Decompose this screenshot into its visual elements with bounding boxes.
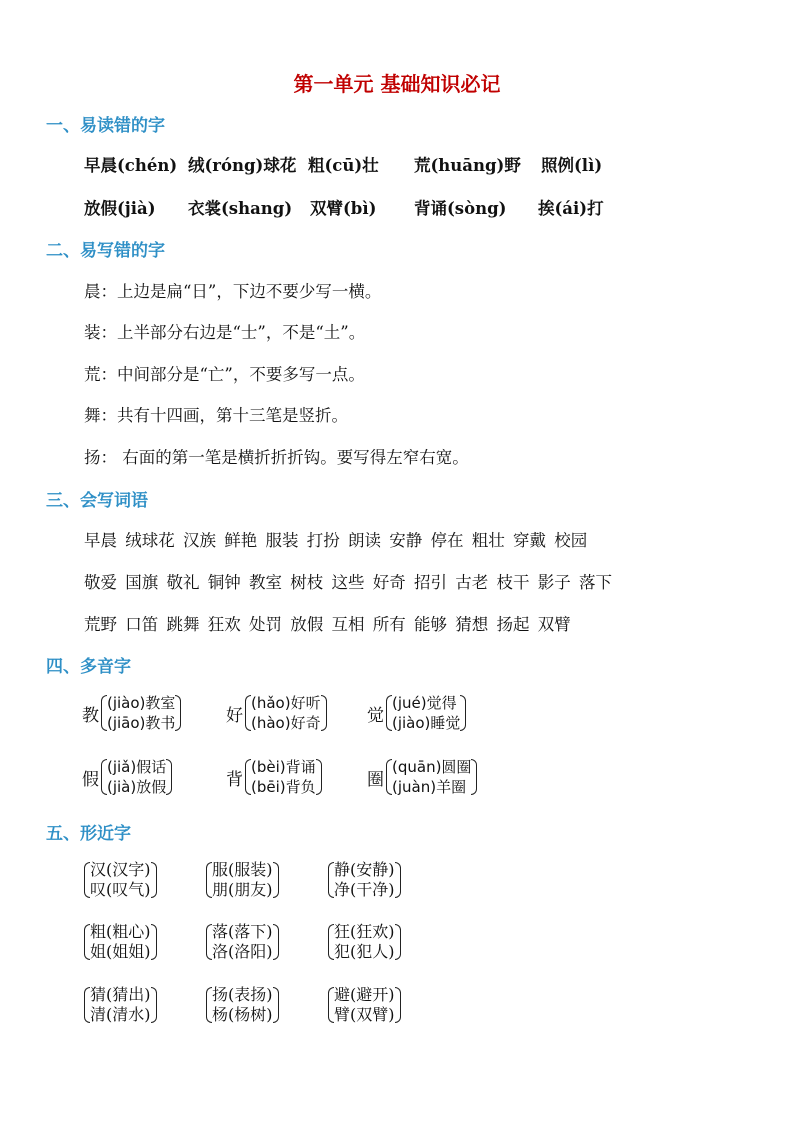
similar-char-item: 清(清水) [90,1005,151,1024]
polyphone-reading: (jiǎ)假话 [107,758,167,776]
similar-char-item: 洛(洛阳) [212,942,273,961]
write-note: 晨：上边是扁“日”，下边不要少写一横。 [84,282,382,301]
polyphone-char: 背 [226,769,243,790]
similar-char-group [328,860,401,900]
polyphone-group [367,693,466,733]
write-note: 舞：共有十四画，第十三笔是竖折。 [84,406,348,425]
right-brace [395,987,401,1023]
word-row: 荒野 口笛 跳舞 狂欢 处罚 放假 互相 所有 能够 猜想 扬起 双臂 [84,615,571,634]
polyphone-reading: (jiāo)教书 [107,714,176,732]
section-heading-4: 四、多音字 [46,657,131,677]
pinyin-word: 粗(cū)壮 [308,156,379,175]
similar-char-group [84,922,157,962]
word-row: 早晨 绒球花 汉族 鲜艳 服装 打扮 朗读 安静 停在 粗壮 穿戴 校园 [84,531,588,550]
similar-char-item: 狂(狂欢) [334,922,395,941]
polyphone-char: 觉 [367,705,384,726]
right-brace [151,987,157,1023]
polyphone-reading: (hǎo)好听 [251,694,321,712]
right-brace [273,924,279,960]
similar-char-group [328,922,401,962]
similar-char-item: 净(干净) [334,880,395,899]
right-brace [166,759,172,795]
write-note: 装：上半部分右边是“士”，不是“土”。 [84,323,366,342]
right-brace [175,695,181,731]
pinyin-word: 衣裳(shang) [188,199,293,218]
right-brace [460,695,466,731]
polyphone-reading: (bēi)背负 [251,778,316,796]
pinyin-word: 荒(huāng)野 [414,156,521,175]
similar-char-item: 犯(犯人) [334,942,395,961]
write-note: 扬： 右面的第一笔是横折折折钩。要写得左窄右宽。 [84,448,469,467]
polyphone-char: 好 [226,705,243,726]
pinyin-word: 放假(jià) [84,199,156,218]
right-brace [273,987,279,1023]
polyphone-char: 圈 [367,769,384,790]
similar-char-item: 粗(粗心) [90,922,151,941]
similar-char-group [328,985,401,1025]
polyphone-reading: (jiào)教室 [107,694,176,712]
pinyin-word: 绒(róng)球花 [188,156,297,175]
polyphone-group [82,757,172,797]
similar-char-group [206,985,279,1025]
right-brace [316,759,322,795]
right-brace [395,924,401,960]
similar-char-item: 杨(杨树) [212,1005,273,1024]
similar-char-group [84,985,157,1025]
pinyin-word: 照例(lì) [541,156,603,175]
similar-char-item: 落(落下) [212,922,273,941]
polyphone-reading: (bèi)背诵 [251,758,316,776]
polyphone-reading: (juàn)羊圈 [392,778,467,796]
similar-char-group [206,860,279,900]
section-heading-1: 一、易读错的字 [46,116,165,136]
page-title: 第一单元 基础知识必记 [293,72,501,96]
write-note: 荒：中间部分是“亡”，不要多写一点。 [84,365,365,384]
section-heading-2: 二、易写错的字 [46,241,165,261]
similar-char-group [206,922,279,962]
polyphone-reading: (jià)放假 [107,778,167,796]
similar-char-item: 服(服装) [212,860,273,879]
similar-char-item: 臂(双臂) [334,1005,395,1024]
word-row: 敬爱 国旗 敬礼 铜钟 教室 树枝 这些 好奇 招引 古老 枝干 影子 落下 [84,573,612,592]
polyphone-reading: (quān)圆圈 [392,758,472,776]
pinyin-word: 背诵(sòng) [414,199,507,218]
polyphone-reading: (hào)好奇 [251,714,321,732]
similar-char-item: 姐(姐姐) [90,942,151,961]
similar-char-item: 朋(朋友) [212,880,273,899]
polyphone-group [226,757,322,797]
similar-char-item: 扬(表扬) [212,985,273,1004]
similar-char-item: 叹(叹气) [90,880,151,899]
section-heading-5: 五、形近字 [46,824,131,844]
pinyin-word: 早晨(chén) [84,156,178,175]
polyphone-char: 教 [82,705,99,726]
similar-char-group [84,860,157,900]
polyphone-reading: (jiào)睡觉 [392,714,461,732]
right-brace [151,924,157,960]
polyphone-group [367,757,477,797]
similar-char-item: 猜(猜出) [90,985,151,1004]
polyphone-reading: (jué)觉得 [392,694,457,712]
right-brace [151,862,157,898]
right-brace [471,759,477,795]
polyphone-group [226,693,327,733]
pinyin-word: 双臂(bì) [310,199,377,218]
right-brace [321,695,327,731]
similar-char-item: 汉(汉字) [90,860,151,879]
polyphone-char: 假 [82,769,99,790]
similar-char-item: 避(避开) [334,985,395,1004]
right-brace [395,862,401,898]
polyphone-group [82,693,181,733]
pinyin-word: 挨(ái)打 [538,199,604,218]
right-brace [273,862,279,898]
section-heading-3: 三、会写词语 [46,491,148,511]
similar-char-item: 静(安静) [334,860,395,879]
